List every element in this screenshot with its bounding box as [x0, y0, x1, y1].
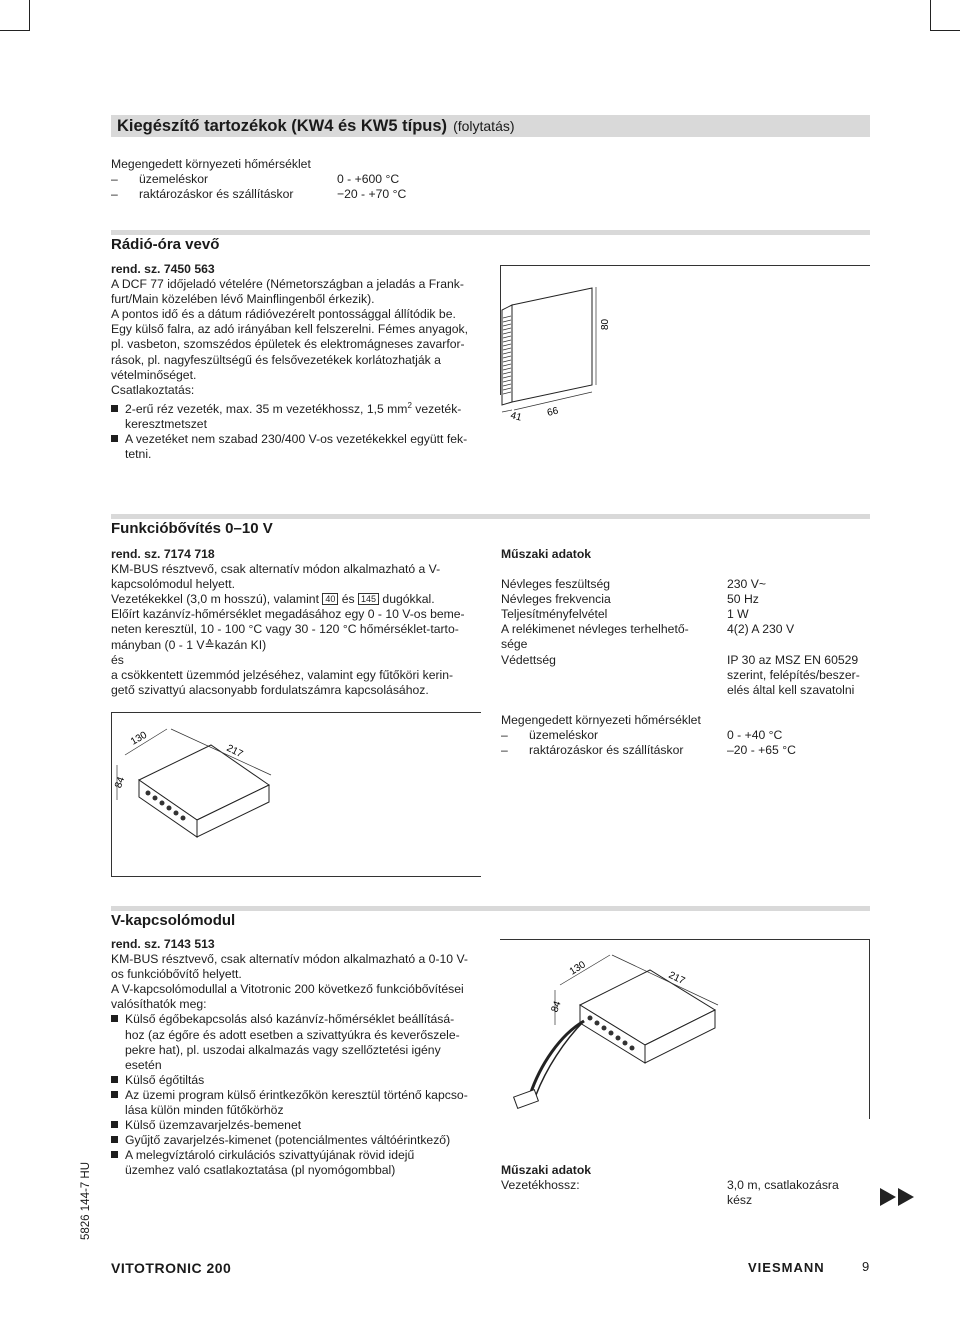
bullet-square-icon — [111, 1076, 118, 1083]
text-line: Csatlakoztatás: — [111, 382, 195, 397]
function-module-drawing — [111, 715, 281, 865]
env-temp-block — [111, 157, 471, 202]
func-tech-data — [501, 547, 871, 758]
func-text — [111, 547, 481, 698]
figure-frame-right — [869, 939, 870, 1119]
bullet-square-icon — [111, 435, 118, 442]
tech-row: elés által kell szavatolni — [727, 682, 855, 697]
radio-text — [111, 262, 481, 462]
text-line: KM-BUS résztvevő, csak alternatív módon alkalmazható a 0-10 V- — [111, 952, 468, 967]
figure-frame-top — [500, 939, 870, 940]
text-line: Egy külső falra, az adó irányában kell felszerelni. Fémes anyagok, — [111, 322, 469, 337]
text-line: rások, pl. nagyfeszültségű és felsővezetékek korlátozhatják a — [111, 352, 441, 367]
env-temp-row: – raktározáskor és szállításkor –20 - +65 °C — [501, 743, 796, 758]
text-line: A pontos idő és a dátum rádióvezérelt pontossággal állítódik be. — [111, 307, 456, 322]
bullet-item: Az üzemi program külső érintkezőkön keresztül történő kapcso- lása külön minden fűtőkörhöz — [111, 1088, 481, 1118]
bullet-square-icon — [111, 1015, 118, 1022]
text-line: KM-BUS résztvevő, csak alternatív módon alkalmazható a V- — [111, 562, 441, 577]
crop-mark-tr-v — [930, 0, 931, 31]
bullet-item: A vezetéket nem szabad 230/400 V-os vezetékekkel együtt fek- tetni. — [111, 432, 481, 462]
dim-84: 84 — [549, 999, 564, 1014]
bullet-item: A melegvíztároló cirkulációs szivattyújának rövid idejű üzemhez való csatlakoztatása (pl nyomógombbal) — [111, 1148, 481, 1178]
env-temp-row: – üzemeléskor 0 - +600 °C — [111, 172, 400, 187]
text-line: és — [111, 652, 124, 667]
radio-receiver-drawing — [500, 270, 620, 435]
bullet-item: 2-erű réz vezeték, max. 35 m vezetékhossz, 1,5 $mm^2$ vezeték- keresztmetszet — [111, 398, 481, 432]
bullet-item: Külső égőtiltás — [111, 1073, 481, 1088]
text-line: os funkcióbővítő helyett. — [111, 967, 242, 982]
text-line: valósíthatók meg: — [111, 997, 207, 1012]
section-title-radio: Rádió-óra vevő — [111, 236, 220, 253]
bullet-item: Gyűjtő zavarjelzés-kimenet (potenciálmentes váltóérintkező) — [111, 1133, 481, 1148]
text-line: Vezetékekkel (3,0 m hosszú), valamint 40 és 145 dugókkal. — [111, 592, 435, 607]
dim-130: 130 — [129, 729, 149, 748]
tech-title: Műszaki adatok — [501, 1163, 592, 1177]
document-code: 5826 144-7 HU — [80, 1162, 92, 1240]
dim-depth: 41 — [509, 410, 523, 424]
crop-mark-tl-v — [29, 0, 30, 31]
bullet-item: Külső égőbekapcsolás alsó kazánvíz-hőmérséklet beállításá- hoz (az égőre és adott esetben a szivattyúkra és keverőszele- pekre hat), pl. uszodai alkalmazás vagy szellőztetési igény esetén — [111, 1012, 481, 1072]
text-line: mányban (0 - 1 V≙kazán KI) — [111, 637, 267, 652]
env-temp-row: – raktározáskor és szállításkor −20 - +70 °C — [111, 187, 407, 202]
vmod-text — [111, 937, 481, 1179]
figure-frame-top — [111, 712, 481, 713]
text-line: kapcsolómodul helyett. — [111, 577, 235, 592]
tech-row: Névleges feszültség 230 V~ — [501, 577, 766, 592]
text-line: gető szivattyú alacsonyabb fordulatszámra kapcsolásához. — [111, 682, 429, 697]
crop-mark-tl-h — [0, 30, 30, 31]
dim-217: 217 — [224, 742, 245, 761]
continue-arrow-icon — [880, 1188, 920, 1206]
tech-row: szerint, felépítés/beszer- — [727, 667, 860, 682]
page-number: 9 — [862, 1259, 870, 1274]
tech-row: Védettség IP 30 az MSZ EN 60529 — [501, 652, 859, 667]
bullet-square-icon — [111, 1136, 118, 1143]
env-temp-label: Megengedett környezeti hőmérséklet — [501, 712, 701, 727]
figure-frame-top — [500, 265, 870, 266]
tech-row: sége — [501, 637, 528, 652]
dim-height: 80 — [600, 318, 611, 330]
text-line: neten keresztül, 10 - 100 °C vagy 30 - 120 °C hőmérséklet-tarto- — [111, 622, 459, 637]
text-line: a csökkentett üzemmód jelzéséhez, valamint egy fűtőköri kerin- — [111, 667, 454, 682]
tech-title: Műszaki adatok — [501, 547, 592, 561]
text-line: furt/Main közelében lévő Mainflingenből érkezik). — [111, 292, 375, 307]
dim-130: 130 — [567, 959, 588, 978]
tech-row: Teljesítményfelvétel 1 W — [501, 607, 749, 622]
section-bar-radio — [111, 230, 870, 235]
page-subtitle: (folytatás) — [453, 118, 515, 134]
text-line: Előírt kazánvíz-hőmérséklet megadásához egy 0 - 10 V-os beme- — [111, 607, 465, 622]
figure-frame-bottom — [111, 876, 481, 877]
vmod-tech-data — [501, 1163, 871, 1208]
section-title-vmod: V-kapcsolómodul — [111, 912, 236, 929]
section-title-func: Funkcióbővítés 0–10 V — [111, 520, 273, 537]
section-bar-vmod — [111, 906, 870, 911]
bullet-square-icon — [111, 1151, 118, 1158]
env-temp-label: Megengedett környezeti hőmérséklet — [111, 157, 311, 171]
tech-row: Vezetékhossz: 3,0 m, csatlakozásra — [501, 1178, 839, 1193]
order-number: rend. sz. 7174 718 — [111, 547, 215, 561]
text-line: A DCF 77 időjeladó vételére (Németországban a jeladás a Frank- — [111, 277, 464, 292]
bullet-square-icon — [111, 1121, 118, 1128]
tech-row: kész — [727, 1193, 753, 1208]
env-temp-row: – üzemeléskor 0 - +40 °C — [501, 727, 783, 742]
plug-145: 145 — [358, 593, 379, 605]
dim-84: 84 — [113, 775, 128, 790]
section-bar-func — [111, 514, 870, 519]
tech-row: Névleges frekvencia 50 Hz — [501, 592, 759, 607]
viessmann-logo: VIESMANN — [748, 1260, 825, 1275]
dim-217: 217 — [666, 969, 687, 988]
order-number: rend. sz. 7143 513 — [111, 937, 215, 951]
plug-40: 40 — [322, 593, 338, 605]
v-module-drawing — [500, 945, 740, 1125]
tech-row: A relékimenet névleges terhelhető- 4(2) A 230 V — [501, 622, 795, 637]
crop-mark-tr-h — [930, 30, 960, 31]
dim-width: 66 — [546, 405, 560, 419]
text-line: vételminőséget. — [111, 367, 197, 382]
bullet-square-icon — [111, 1091, 118, 1098]
order-number: rend. sz. 7450 563 — [111, 262, 215, 276]
footer-product-name: VITOTRONIC 200 — [111, 1260, 232, 1276]
page-title: Kiegészítő tartozékok (KW4 és KW5 típus) (folytatás) — [117, 117, 515, 135]
bullet-item: Külső üzemzavarjelzés-bemenet — [111, 1118, 481, 1133]
bullet-square-icon — [111, 405, 118, 412]
text-line: pl. vasbeton, szomszédos épületek és elektromágneses zavarfor- — [111, 337, 465, 352]
page-header — [111, 115, 870, 137]
text-line: A V-kapcsolómodullal a Vitotronic 200 következő funkcióbővítései — [111, 982, 464, 997]
